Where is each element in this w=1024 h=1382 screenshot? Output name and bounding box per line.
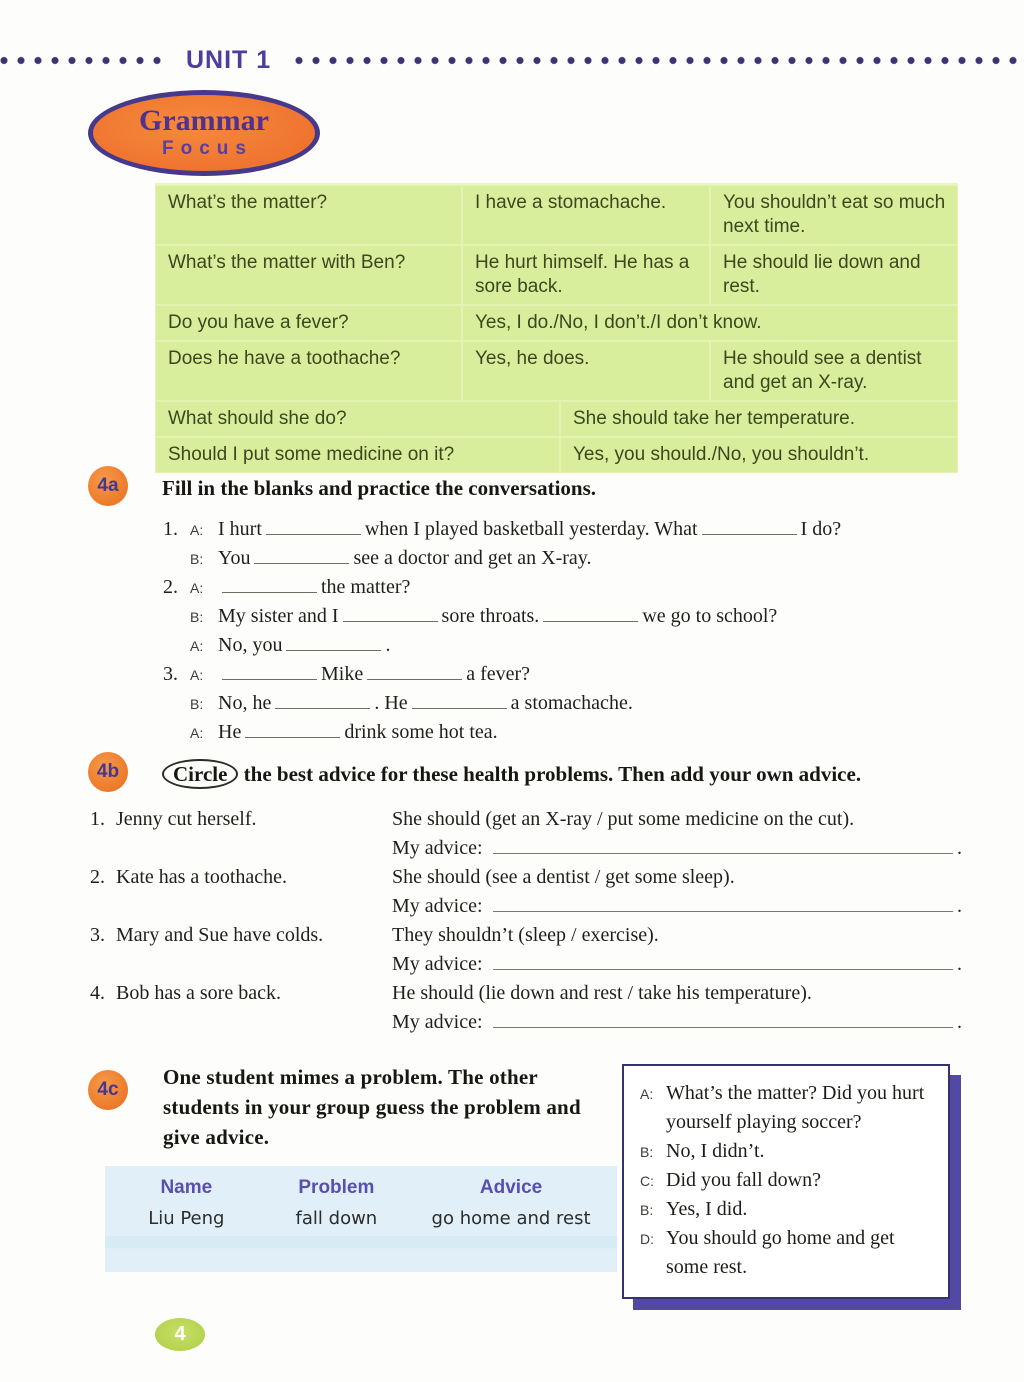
dialogue-line [640,1166,934,1195]
grammar-table-cell: Do you have a fever? [155,305,462,341]
conversation-line [163,576,1024,605]
grammar-focus-table [155,183,958,473]
text-segment: drink some hot tea. [344,721,498,743]
fill-in-blank [222,580,317,593]
mime-column-header: Problem [298,1177,375,1198]
conversation-text [218,576,410,599]
conversation-exercise [163,518,1024,750]
unit-header [0,46,1024,74]
grammar-focus-word-grammar: Grammar [139,104,269,137]
unit-title: UNIT 1 [186,45,272,74]
section-4b-badge: 4b [88,752,128,792]
section-4a [0,466,1024,750]
page-number-badge [155,1318,205,1351]
text-segment: sore throats. [441,605,540,627]
speaker-label: A: [190,638,204,654]
grammar-focus-word-focus: Focus [162,138,253,159]
mime-table-panel [105,1166,617,1272]
advice-options: She should (get an X-ray / put some medicine on the cut). [392,808,855,830]
dialogue-line [640,1224,934,1282]
dialogue-speaker: C: [640,1173,654,1189]
text-segment: I do? [800,518,842,540]
text-segment: He [218,721,242,743]
conversation-text [218,518,841,541]
conversation-line [163,605,1024,634]
fill-in-blank [245,725,340,738]
fill-in-blank [412,696,507,709]
item-number: 4. [90,982,105,1004]
item-number: 3. [163,663,178,685]
grammar-table-row [155,245,958,305]
section-4a-badge: 4a [88,466,128,506]
my-advice-row [392,895,962,924]
fill-in-blank [367,667,462,680]
grammar-table-cell: Does he have a toothache? [155,341,462,401]
my-advice-label: My advice: [392,953,483,975]
dialogue-line [640,1079,934,1137]
item-number: 2. [163,576,178,598]
circled-word: Circle [162,759,238,789]
grammar-table-cell: He should lie down and rest. [710,245,958,305]
my-advice-blank [493,957,953,970]
mime-table-cell: Liu Peng [148,1208,225,1229]
conversation-text [218,721,498,744]
conversation-text [218,547,592,570]
dialogue-speaker: B: [640,1144,654,1160]
section-4a-title: Fill in the blanks and practice the conversations. [162,476,597,500]
text-segment: . [385,634,391,656]
my-advice-row [392,837,962,866]
speaker-label: B: [190,696,204,712]
conversation-text [218,692,633,715]
grammar-table-cell: Yes, you should./No, you shouldn’t. [560,437,958,473]
grammar-table-row [155,305,958,341]
grammar-focus-badge [88,90,320,176]
text-segment: when I played basketball yesterday. What [364,518,698,540]
speaker-label: A: [190,580,204,596]
text-segment: My sister and I [218,605,339,627]
health-problem-cell [90,982,392,1005]
item-number: 1. [90,808,105,830]
advice-item-row [90,866,1024,895]
grammar-table-cell: She should take her temperature. [560,401,958,437]
grammar-table-cell: He should see a dentist and get an X-ray. [710,341,958,401]
mime-column-header: Advice [479,1177,543,1198]
advice-options: They shouldn’t (sleep / exercise). [392,924,659,946]
dialogue-text: No, I didn’t. [666,1140,765,1162]
grammar-table-cell: He hurt himself. He has a sore back. [462,245,710,305]
my-advice-label: My advice: [392,895,483,917]
conversation-text [218,605,777,628]
sentence-period: . [957,837,962,859]
advice-item [90,808,1024,866]
fill-in-blank [222,667,317,680]
advice-item [90,866,1024,924]
grammar-table-cell: Yes, I do./No, I don’t./I don’t know. [462,305,958,341]
dialogue-line [640,1137,934,1166]
speaker-label: A: [190,522,204,538]
grammar-table-cell: What’s the matter? [155,185,462,245]
grammar-table-row [155,185,958,245]
health-problem-cell [90,866,392,889]
mime-column-header: Name [160,1177,213,1198]
speaker-label: B: [190,551,204,567]
conversation-line [163,721,1024,750]
mime-table-rows [115,1202,607,1236]
text-segment: a fever? [466,663,531,685]
grammar-table-cell: What should she do? [155,401,560,437]
conversation-text [218,634,390,657]
speaker-label: B: [190,609,204,625]
dialogue-line [640,1195,934,1224]
health-problem: Mary and Sue have colds. [116,924,324,946]
advice-item-row [90,982,1024,1011]
sentence-period: . [957,895,962,917]
section-4c-badge: 4c [88,1070,128,1110]
advice-item [90,924,1024,982]
mime-table-cell: fall down [295,1208,378,1229]
example-dialogue-box [622,1064,950,1299]
mime-table-cell: go home and rest [431,1208,591,1229]
my-advice-blank [493,899,953,912]
sentence-period: . [957,953,962,975]
section-4a-header [88,466,1024,506]
text-segment: . He [374,692,408,714]
text-segment: I hurt [218,518,262,540]
text-segment: You [218,547,251,569]
health-problem: Kate has a toothache. [116,866,288,888]
section-4b-title [162,752,962,789]
grammar-table-cell: Should I put some medicine on it? [155,437,560,473]
text-segment: No, you [218,634,283,656]
advice-item-row [90,808,1024,837]
fill-in-blank [275,696,370,709]
dialogue-text: Did you fall down? [666,1169,821,1191]
item-number: 3. [90,924,105,946]
advice-item-row [90,924,1024,953]
grammar-table-cell: You shouldn’t eat so much next time. [710,185,958,245]
text-segment: Mike [321,663,364,685]
fill-in-blank [266,522,361,535]
advice-options: She should (see a dentist / get some sleep). [392,866,735,888]
fill-in-blank [343,609,438,622]
dialogue-text: What’s the matter? Did you hurt yourself playing soccer? [666,1082,925,1133]
health-problem-cell [90,924,392,947]
grammar-table-row [155,341,958,401]
mime-table-headers [115,1174,607,1202]
conversation-line [163,518,1024,547]
mime-table-row [115,1202,607,1236]
fill-in-blank [286,638,381,651]
section-4c [0,1062,1024,1312]
grammar-table-cell: What’s the matter with Ben? [155,245,462,305]
conversation-line [163,663,1024,692]
speaker-label: A: [190,667,204,683]
conversation-line [163,547,1024,576]
health-problem-cell [90,808,392,831]
conversation-line [163,634,1024,663]
my-advice-row [392,1011,962,1040]
text-segment: we go to school? [642,605,778,627]
grammar-table-row [155,401,958,437]
sentence-period: . [957,1011,962,1033]
page-number: 4 [174,1323,186,1345]
advice-exercise [90,808,1024,1040]
item-number: 2. [90,866,105,888]
section-4b-header [88,752,1024,792]
my-advice-row [392,953,962,982]
fill-in-blank [543,609,638,622]
my-advice-blank [493,1015,953,1028]
advice-item [90,982,1024,1040]
dialogue-speaker: D: [640,1231,654,1247]
dialogue-speaker: A: [640,1086,654,1102]
text-segment: see a doctor and get an X-ray. [353,547,592,569]
text-segment: No, he [218,692,272,714]
section-4c-title: One student mimes a problem. The other students in your group guess the problem and give advice. [163,1065,581,1149]
section-4b-title-rest: the best advice for these health problems. Then add your own advice. [238,762,862,786]
dotted-divider-right [295,56,1024,65]
my-advice-label: My advice: [392,837,483,859]
speaker-label: A: [190,725,204,741]
conversation-line [163,692,1024,721]
my-advice-blank [493,841,953,854]
conversation-text [218,663,530,686]
my-advice-label: My advice: [392,1011,483,1033]
dialogue-text: You should go home and get some rest. [666,1227,895,1278]
advice-options: He should (lie down and rest / take his temperature). [392,982,812,1004]
text-segment: the matter? [321,576,411,598]
text-segment: a stomachache. [510,692,633,714]
fill-in-blank [254,551,349,564]
dialogue-text: Yes, I did. [666,1198,748,1220]
item-number: 1. [163,518,178,540]
fill-in-blank [702,522,797,535]
grammar-table-cell: Yes, he does. [462,341,710,401]
dialogue-speaker: B: [640,1202,654,1218]
grammar-table-cell: I have a stomachache. [462,185,710,245]
section-4b [0,752,1024,1040]
health-problem: Jenny cut herself. [116,808,257,830]
health-problem: Bob has a sore back. [116,982,281,1004]
dotted-divider-left [0,56,162,65]
